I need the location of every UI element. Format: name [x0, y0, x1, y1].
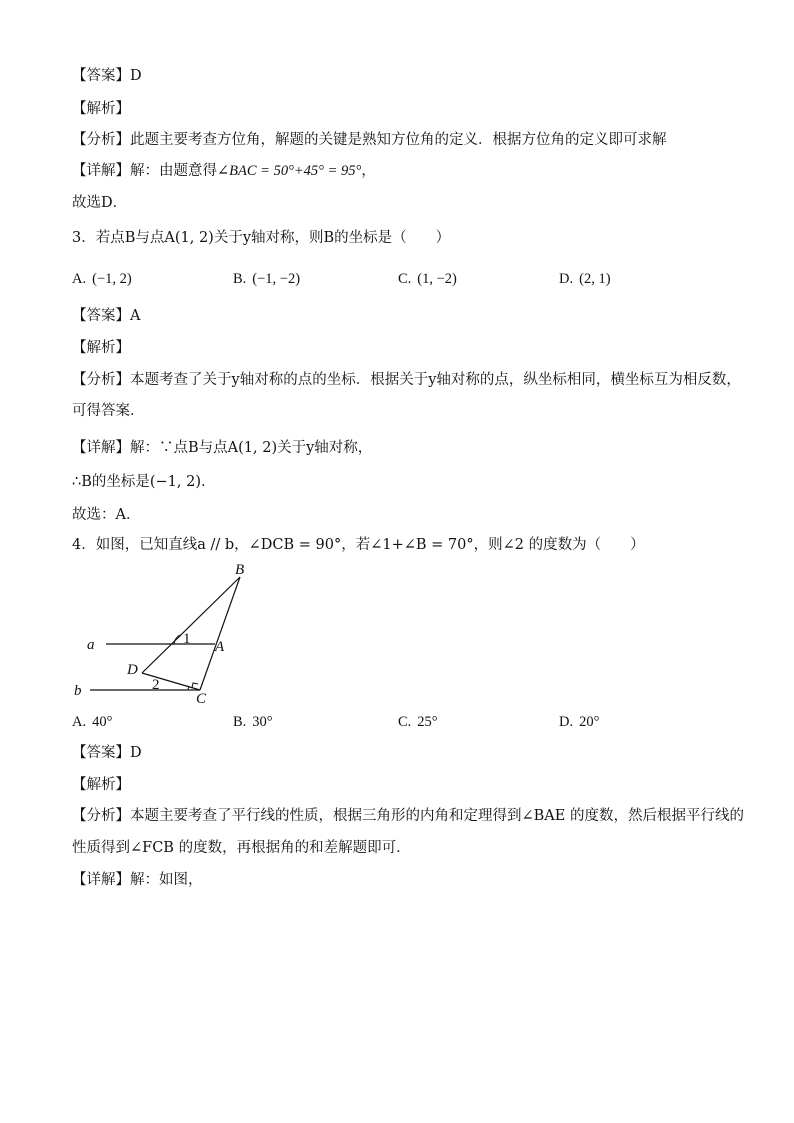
q2-detail [72, 161, 376, 181]
q4-analysis-text-2: 性质得到∠FCB 的度数，再根据角的和差解题即可． [72, 840, 411, 856]
q3-option-d-label: D. [559, 271, 574, 287]
q3-option-a-label: A. [72, 271, 87, 287]
q2-detail-suffix: ， [361, 163, 376, 179]
q4-option-c [398, 712, 438, 732]
label-a-point: A [215, 639, 225, 655]
q3-option-c-label: C. [398, 271, 412, 287]
q2-analysis-text: 【分析】此题主要考查方位角，解题的关键是熟知方位角的定义．根据方位角的定义即可求解 [72, 132, 667, 148]
segment-bd [142, 577, 240, 673]
q3-detail: 【详解】解：∵点B与点A(1, 2)关于y轴对称， [72, 440, 373, 456]
q3-analysis-text-2: 可得答案． [72, 403, 145, 419]
q3-analysis-text-1: 【分析】本题考查了关于y轴对称的点的坐标．根据关于y轴对称的点，纵坐标相同，横坐标互为相反数， [72, 372, 741, 388]
q4-option-a [72, 712, 112, 732]
q2-detail-prefix: 【详解】解：由题意得 [72, 163, 217, 179]
q2-analysis-heading: 【解析】 [72, 101, 130, 117]
q3-option-b-value: (−1, −2) [252, 271, 301, 287]
q4-stem: 4．如图，已知直线a // b，∠DCB = 90°，若∠1+∠B = 70°，则∠2 的度数为（ ） [72, 537, 645, 553]
q4-option-c-label: C. [398, 714, 412, 730]
q2-detail-math: ∠BAC = 50°+45° = 95° [217, 163, 362, 179]
q2-conclusion: 故选D． [72, 195, 128, 211]
q4-option-c-value: 25° [417, 714, 438, 730]
q4-analysis-heading: 【解析】 [72, 777, 130, 793]
label-d-point: D [127, 662, 138, 678]
q4-option-a-label: A. [72, 714, 87, 730]
q3-option-d-value: (2, 1) [579, 271, 611, 287]
q4-detail: 【详解】解：如图， [72, 872, 203, 888]
q4-option-d-label: D. [559, 714, 574, 730]
q3-conclusion: 故选：A． [72, 507, 141, 523]
right-angle-mark [192, 683, 198, 688]
q4-option-b-label: B. [233, 714, 247, 730]
q4-option-b [233, 712, 273, 732]
q3-option-b [233, 269, 300, 289]
label-angle-1: 1 [183, 631, 191, 647]
label-angle-2: 2 [152, 677, 160, 693]
q3-option-b-label: B. [233, 271, 247, 287]
q3-option-c-value: (1, −2) [417, 271, 457, 287]
q3-option-c [398, 269, 457, 289]
q3-option-a [72, 269, 132, 289]
q4-geometry-figure [74, 562, 264, 707]
q4-answer: 【答案】D [72, 745, 142, 761]
q4-option-a-value: 40° [92, 714, 113, 730]
q3-option-d [559, 269, 611, 289]
label-line-b: b [74, 683, 82, 699]
q3-answer: 【答案】A [72, 308, 141, 324]
q2-answer: 【答案】D [72, 68, 142, 84]
q3-analysis-heading: 【解析】 [72, 340, 130, 356]
q4-option-d [559, 712, 599, 732]
label-b-point: B [235, 562, 245, 578]
q3-option-a-value: (−1, 2) [92, 271, 132, 287]
q4-option-b-value: 30° [252, 714, 273, 730]
segment-dc [142, 673, 200, 690]
segment-bc [200, 577, 240, 690]
q3-stem: 3．若点B与点A(1, 2)关于y轴对称，则B的坐标是（ ） [72, 230, 451, 246]
label-c-point: C [196, 691, 207, 707]
q4-option-d-value: 20° [579, 714, 600, 730]
q4-analysis-text-1: 【分析】本题主要考查了平行线的性质，根据三角形的内角和定理得到∠BAE 的度数，然后根据平行线的 [72, 808, 744, 824]
q3-therefore: ∴B的坐标是(−1, 2)． [72, 474, 216, 490]
label-line-a: a [87, 637, 95, 653]
